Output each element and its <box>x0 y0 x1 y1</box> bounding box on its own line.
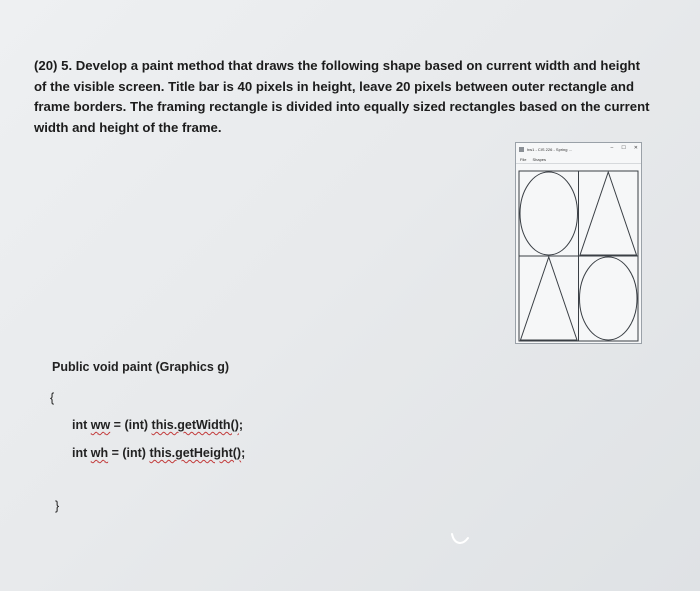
code-semicolon: ; <box>238 418 244 432</box>
window-controls <box>611 145 638 151</box>
menu-file: File <box>520 156 527 162</box>
menu-shapes: Shapes <box>532 156 547 162</box>
code-line-height <box>72 446 245 460</box>
code-semicolon: ; <box>241 446 246 460</box>
variable-wh: wh <box>90 446 109 460</box>
variable-ww: ww <box>90 418 111 432</box>
code-cast: = (int) <box>108 446 150 460</box>
top-left-oval <box>520 172 578 255</box>
bottom-right-oval <box>580 257 638 340</box>
example-window-menubar <box>516 155 641 164</box>
java-app-icon <box>519 147 524 152</box>
method-signature: Public void paint (Graphics g) <box>52 360 230 374</box>
example-window-screenshot <box>515 142 642 344</box>
bottom-left-triangle <box>521 257 578 340</box>
code-cast: = (int) <box>110 418 152 432</box>
question-paragraph: (20) 5. Develop a paint method that draws the following shape based on current width and height of the visible screen. Title bar is 40 pixels in height, leave 20 pixels between outer rectangle and frame borders. The framing rectangle is divided into equally sized rectangles based on the current width and height of the frame. <box>34 58 650 135</box>
pen-stroke-icon <box>448 528 472 548</box>
minimize-icon: – <box>610 145 614 151</box>
call-get-height: this.getHeight() <box>149 446 242 460</box>
close-brace: } <box>55 499 60 513</box>
question-text <box>34 56 654 138</box>
open-brace: { <box>50 391 55 405</box>
example-drawing <box>516 165 641 343</box>
top-right-triangle <box>580 172 637 255</box>
example-window-title: hw1 - CIS 226 - Spring ... <box>527 146 572 152</box>
close-icon: ✕ <box>633 145 638 151</box>
maximize-icon: ☐ <box>621 145 626 151</box>
code-keyword: int <box>72 446 91 460</box>
code-keyword: int <box>72 418 91 432</box>
example-window-titlebar <box>516 143 641 155</box>
code-line-width <box>72 418 243 432</box>
call-get-width: this.getWidth() <box>151 418 239 432</box>
